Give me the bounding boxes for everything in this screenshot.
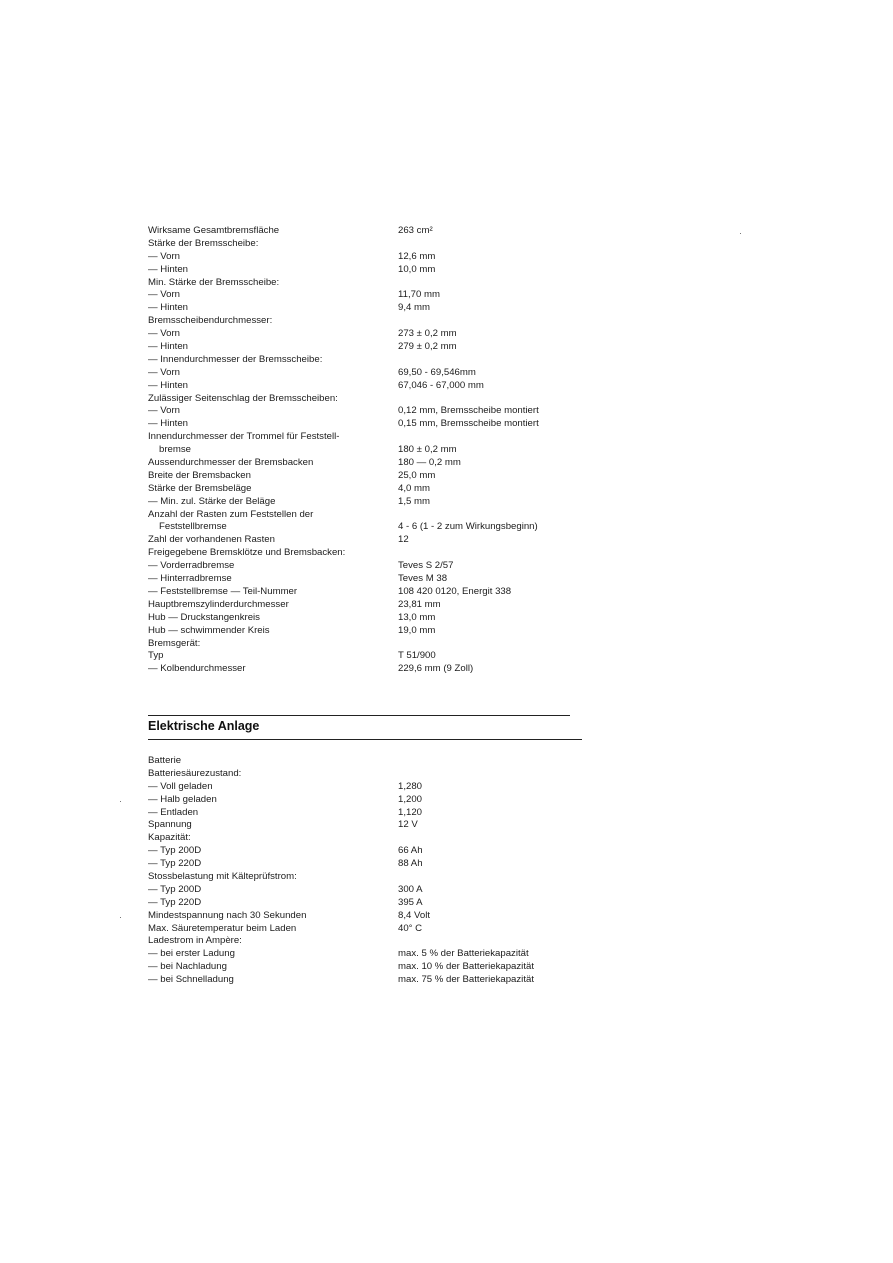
- spec-value: 66 Ah: [398, 845, 423, 857]
- spec-value: 13,0 mm: [398, 611, 436, 623]
- spec-label: Wirksame Gesamtbremsfläche: [148, 225, 280, 236]
- spec-label: — Typ 220D: [148, 858, 202, 870]
- spec-label: Bremsscheibendurchmesser:: [148, 315, 273, 327]
- spec-value: 12,6 mm: [398, 250, 436, 262]
- spec-label: Batteriesäurezustand:: [148, 767, 242, 779]
- spec-value: Teves S 2/57: [398, 560, 454, 572]
- spec-label: — Vorderradbremse: [148, 560, 235, 572]
- spec-label: Typ: [148, 650, 164, 662]
- scan-speck: [120, 801, 121, 802]
- section-rule-top: [148, 715, 570, 716]
- spec-value: 8,4 Volt: [398, 909, 431, 921]
- spec-label: Stärke der Bremsbeläge: [148, 482, 252, 494]
- spec-label: Stossbelastung mit Kälteprüfstrom:: [148, 871, 297, 883]
- spec-label: — Vorn: [148, 328, 180, 340]
- spec-label: — Hinten: [148, 302, 188, 314]
- spec-label: Zulässiger Seitenschlag der Bremsscheiben:: [148, 392, 338, 404]
- spec-value: 1,120: [398, 806, 423, 818]
- spec-value: 4,0 mm: [398, 482, 430, 494]
- spec-label: — Min. zul. Stärke der Beläge: [148, 495, 276, 507]
- spec-label: — Innendurchmesser der Bremsscheibe:: [148, 353, 323, 365]
- spec-value: 12: [398, 534, 409, 546]
- spec-label: — Kolbendurchmesser: [148, 663, 246, 675]
- spec-label: — Hinterradbremse: [148, 573, 232, 585]
- spec-value: 10,0 mm: [398, 263, 436, 275]
- spec-label: — Vorn: [148, 250, 180, 262]
- spec-label: Innendurchmesser der Trommel für Feststell-: [148, 431, 340, 443]
- spec-value: 19,0 mm: [398, 624, 436, 636]
- spec-label: Aussendurchmesser der Bremsbacken: [148, 457, 314, 469]
- spec-value: 279 ± 0,2 mm: [398, 341, 457, 353]
- spec-value: 0,12 mm, Bremsscheibe montiert: [398, 405, 539, 417]
- spec-label: — Hinten: [148, 418, 188, 430]
- spec-label: Ladestrom in Ampère:: [148, 935, 242, 947]
- spec-value: 263 cm²: [398, 225, 433, 236]
- spec-value: 1,5 mm: [398, 495, 430, 507]
- spec-label: Kapazität:: [148, 832, 191, 844]
- spec-label: Anzahl der Rasten zum Feststellen der: [148, 508, 314, 520]
- spec-label: — Vorn: [148, 405, 180, 417]
- spec-label: Breite der Bremsbacken: [148, 469, 251, 481]
- spec-value: 11,70 mm: [398, 289, 440, 301]
- spec-value: 108 420 0120, Energit 338: [398, 585, 512, 597]
- spec-label: Hub — schwimmender Kreis: [148, 624, 270, 636]
- spec-label: Mindestspannung nach 30 Sekunden: [148, 909, 307, 921]
- spec-value: 1,280: [398, 780, 423, 792]
- spec-label: — Halb geladen: [148, 793, 217, 805]
- spec-label: — bei Nachladung: [148, 961, 227, 973]
- spec-value: 69,50 - 69,546mm: [398, 366, 476, 378]
- spec-label: Batterie: [148, 755, 182, 766]
- spec-value: 395 A: [398, 896, 423, 908]
- spec-value: 88 Ah: [398, 858, 423, 870]
- spec-value: max. 5 % der Batteriekapazität: [398, 948, 529, 960]
- spec-value: 0,15 mm, Bremsscheibe montiert: [398, 418, 539, 430]
- spec-label: bremse: [159, 444, 191, 456]
- spec-value: 180 — 0,2 mm: [398, 457, 461, 469]
- section-rule-bottom: [148, 739, 582, 740]
- scan-speck: [120, 917, 121, 918]
- spec-value: 67,046 - 67,000 mm: [398, 379, 484, 391]
- spec-label: Bremsgerät:: [148, 637, 201, 649]
- spec-label: — Entladen: [148, 806, 199, 818]
- spec-value: 23,81 mm: [398, 598, 441, 610]
- spec-value: 273 ± 0,2 mm: [398, 328, 457, 340]
- spec-value: max. 75 % der Batteriekapazität: [398, 974, 534, 986]
- spec-label: — Feststellbremse — Teil-Nummer: [148, 585, 298, 597]
- spec-value: max. 10 % der Batteriekapazität: [398, 961, 534, 973]
- scan-speck: [740, 233, 741, 234]
- spec-label: — Voll geladen: [148, 780, 213, 792]
- spec-value: 12 V: [398, 819, 418, 831]
- spec-label: Hauptbremszylinderdurchmesser: [148, 598, 289, 610]
- spec-label: — Hinten: [148, 263, 188, 275]
- spec-label: — Vorn: [148, 289, 180, 301]
- spec-label: Spannung: [148, 819, 192, 831]
- spec-value: 300 A: [398, 883, 423, 895]
- spec-label: — bei Schnelladung: [148, 974, 234, 986]
- spec-value: T 51/900: [398, 650, 436, 662]
- spec-label: Feststellbremse: [159, 521, 227, 533]
- spec-label: Max. Säuretemperatur beim Laden: [148, 922, 297, 934]
- spec-label: Hub — Druckstangenkreis: [148, 611, 260, 623]
- spec-value: 1,200: [398, 793, 423, 805]
- spec-label: — Typ 220D: [148, 896, 202, 908]
- section-title: Elektrische Anlage: [148, 719, 260, 733]
- spec-label: Zahl der vorhandenen Rasten: [148, 534, 275, 546]
- spec-value: 40° C: [398, 922, 423, 934]
- spec-label: — Typ 200D: [148, 845, 202, 857]
- spec-value: Teves M 38: [398, 573, 448, 585]
- spec-label: Stärke der Bremsscheibe:: [148, 237, 259, 249]
- spec-value: 25,0 mm: [398, 469, 436, 481]
- spec-label: — bei erster Ladung: [148, 948, 235, 960]
- spec-value: 9,4 mm: [398, 302, 430, 314]
- spec-label: Min. Stärke der Bremsscheibe:: [148, 276, 280, 288]
- spec-label: — Typ 200D: [148, 883, 202, 895]
- spec-value: 180 ± 0,2 mm: [398, 444, 457, 456]
- spec-label: — Hinten: [148, 341, 188, 353]
- spec-label: — Hinten: [148, 379, 188, 391]
- spec-label: — Vorn: [148, 366, 180, 378]
- spec-value: 4 - 6 (1 - 2 zum Wirkungsbeginn): [398, 521, 538, 533]
- spec-value: 229,6 mm (9 Zoll): [398, 663, 474, 675]
- spec-label: Freigegebene Bremsklötze und Bremsbacken:: [148, 547, 346, 559]
